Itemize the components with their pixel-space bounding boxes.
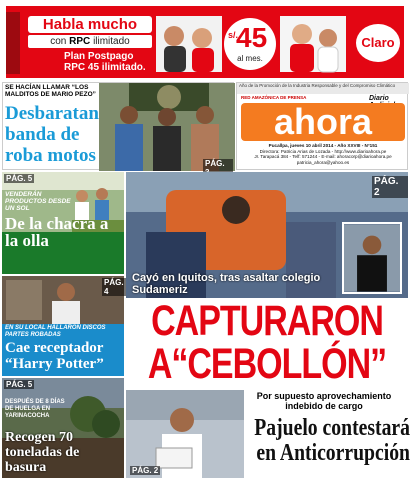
masthead-network: RED AMAZÓNICA DE PRENSA bbox=[241, 95, 307, 100]
story-pajuelo[interactable] bbox=[126, 390, 408, 478]
masthead-info bbox=[239, 143, 407, 165]
main-page-tag: PÁG. 2 bbox=[372, 176, 408, 198]
pajuelo-page-tag: PÁG. 2 bbox=[132, 466, 159, 475]
main-kicker: Cayó en Iquitos, tras asaltar colegio Sudameriz bbox=[132, 272, 321, 296]
ad-price-amount: 45 bbox=[236, 22, 268, 53]
bandits-kicker: SE HACÍAN LLAMAR “LOS MALDITOS DE MARIO PEZO” bbox=[5, 84, 96, 98]
story-potter[interactable] bbox=[2, 276, 124, 376]
masthead-info-line1: Pucallpa, jueves 10 abril 2014 - Año XXVIII - N°151 bbox=[268, 143, 378, 148]
ad-postpago-line2: RPC 45 ilimitado. bbox=[64, 62, 146, 73]
masthead bbox=[236, 82, 408, 170]
claro-ad-banner[interactable] bbox=[4, 4, 406, 80]
main-headline-line2: A“CEBOLLÓN” bbox=[147, 340, 387, 388]
story-bandits[interactable] bbox=[2, 82, 234, 170]
chacra-page-tag: PÁG. 5 bbox=[6, 174, 33, 183]
basura-headline: Recogen 70 toneladas de basura bbox=[5, 430, 80, 475]
ahora-logo bbox=[241, 103, 405, 141]
ad-price-badge bbox=[224, 18, 276, 70]
chacra-kicker: VENDERÁN PRODUCTOS DESDE UN SOL bbox=[5, 191, 71, 212]
ad-rpc-suffix: ilimitado bbox=[93, 36, 130, 47]
potter-page-tag: PÁG. 4 bbox=[104, 278, 124, 296]
story-chacra[interactable] bbox=[2, 172, 124, 274]
ad-postpago-line1: Plan Postpago bbox=[64, 51, 134, 62]
basura-page-tag: PÁG. 5 bbox=[6, 380, 33, 389]
ad-rpc-prefix: con bbox=[50, 36, 67, 47]
bandits-page-tag: PÁG. bbox=[203, 159, 233, 177]
pajuelo-photo bbox=[126, 390, 244, 478]
ad-price-currency: s/. bbox=[228, 30, 239, 40]
ahora-logo-text: ahora bbox=[273, 101, 373, 142]
masthead-diario: Diario bbox=[369, 95, 389, 102]
bandits-photo bbox=[99, 83, 235, 171]
main-inset-photo bbox=[342, 222, 402, 294]
ad-side-strip bbox=[6, 12, 20, 74]
ad-price-period: al mes. bbox=[237, 54, 263, 63]
masthead-info-line2: Directora: Patricia Arias de Lozada - http://www.diarioahora.pe bbox=[259, 148, 387, 154]
claro-logo: Claro bbox=[356, 24, 400, 62]
bandits-headline: Desbaratan banda de roba motos bbox=[5, 103, 99, 166]
ad-rpc-line bbox=[28, 35, 152, 48]
ad-people-photo bbox=[156, 16, 222, 72]
ad-headline: Habla mucho bbox=[28, 16, 152, 33]
ad-people-photo-2 bbox=[280, 16, 346, 72]
masthead-info-line3: Jr. Tarapacá 384 - Telf: 571244 - E-mail: ahoracorp@diarioahora.pe bbox=[254, 154, 392, 160]
basura-kicker: DESPUÉS DE 8 DÍAS DE HUELGA EN YARINACOCHA bbox=[5, 399, 65, 419]
masthead-info-line4: patricia_ahora@yahoo.es bbox=[296, 159, 350, 165]
chacra-headline: De la chacra a la olla bbox=[5, 214, 109, 250]
potter-headline: Cae receptador “Harry Potter” bbox=[5, 340, 104, 372]
ad-postpago-text bbox=[64, 51, 146, 73]
pajuelo-headline: Pajuelo contestará en Anticorrupción bbox=[254, 415, 410, 466]
potter-kicker: EN SU LOCAL HALLARON DISCOS PARTES ROBADAS bbox=[5, 325, 106, 338]
pajuelo-kicker: Por supuesto aprovechamiento indebido de cargo bbox=[256, 391, 392, 411]
main-headline-line1: CAPTURARON bbox=[151, 297, 383, 345]
story-main[interactable] bbox=[126, 172, 408, 388]
masthead-year-line: Año de la Promoción de la Industria Responsable y del Compromiso Climático bbox=[237, 83, 409, 94]
ad-rpc-brand: RPC bbox=[69, 36, 91, 47]
story-basura[interactable] bbox=[2, 378, 124, 478]
